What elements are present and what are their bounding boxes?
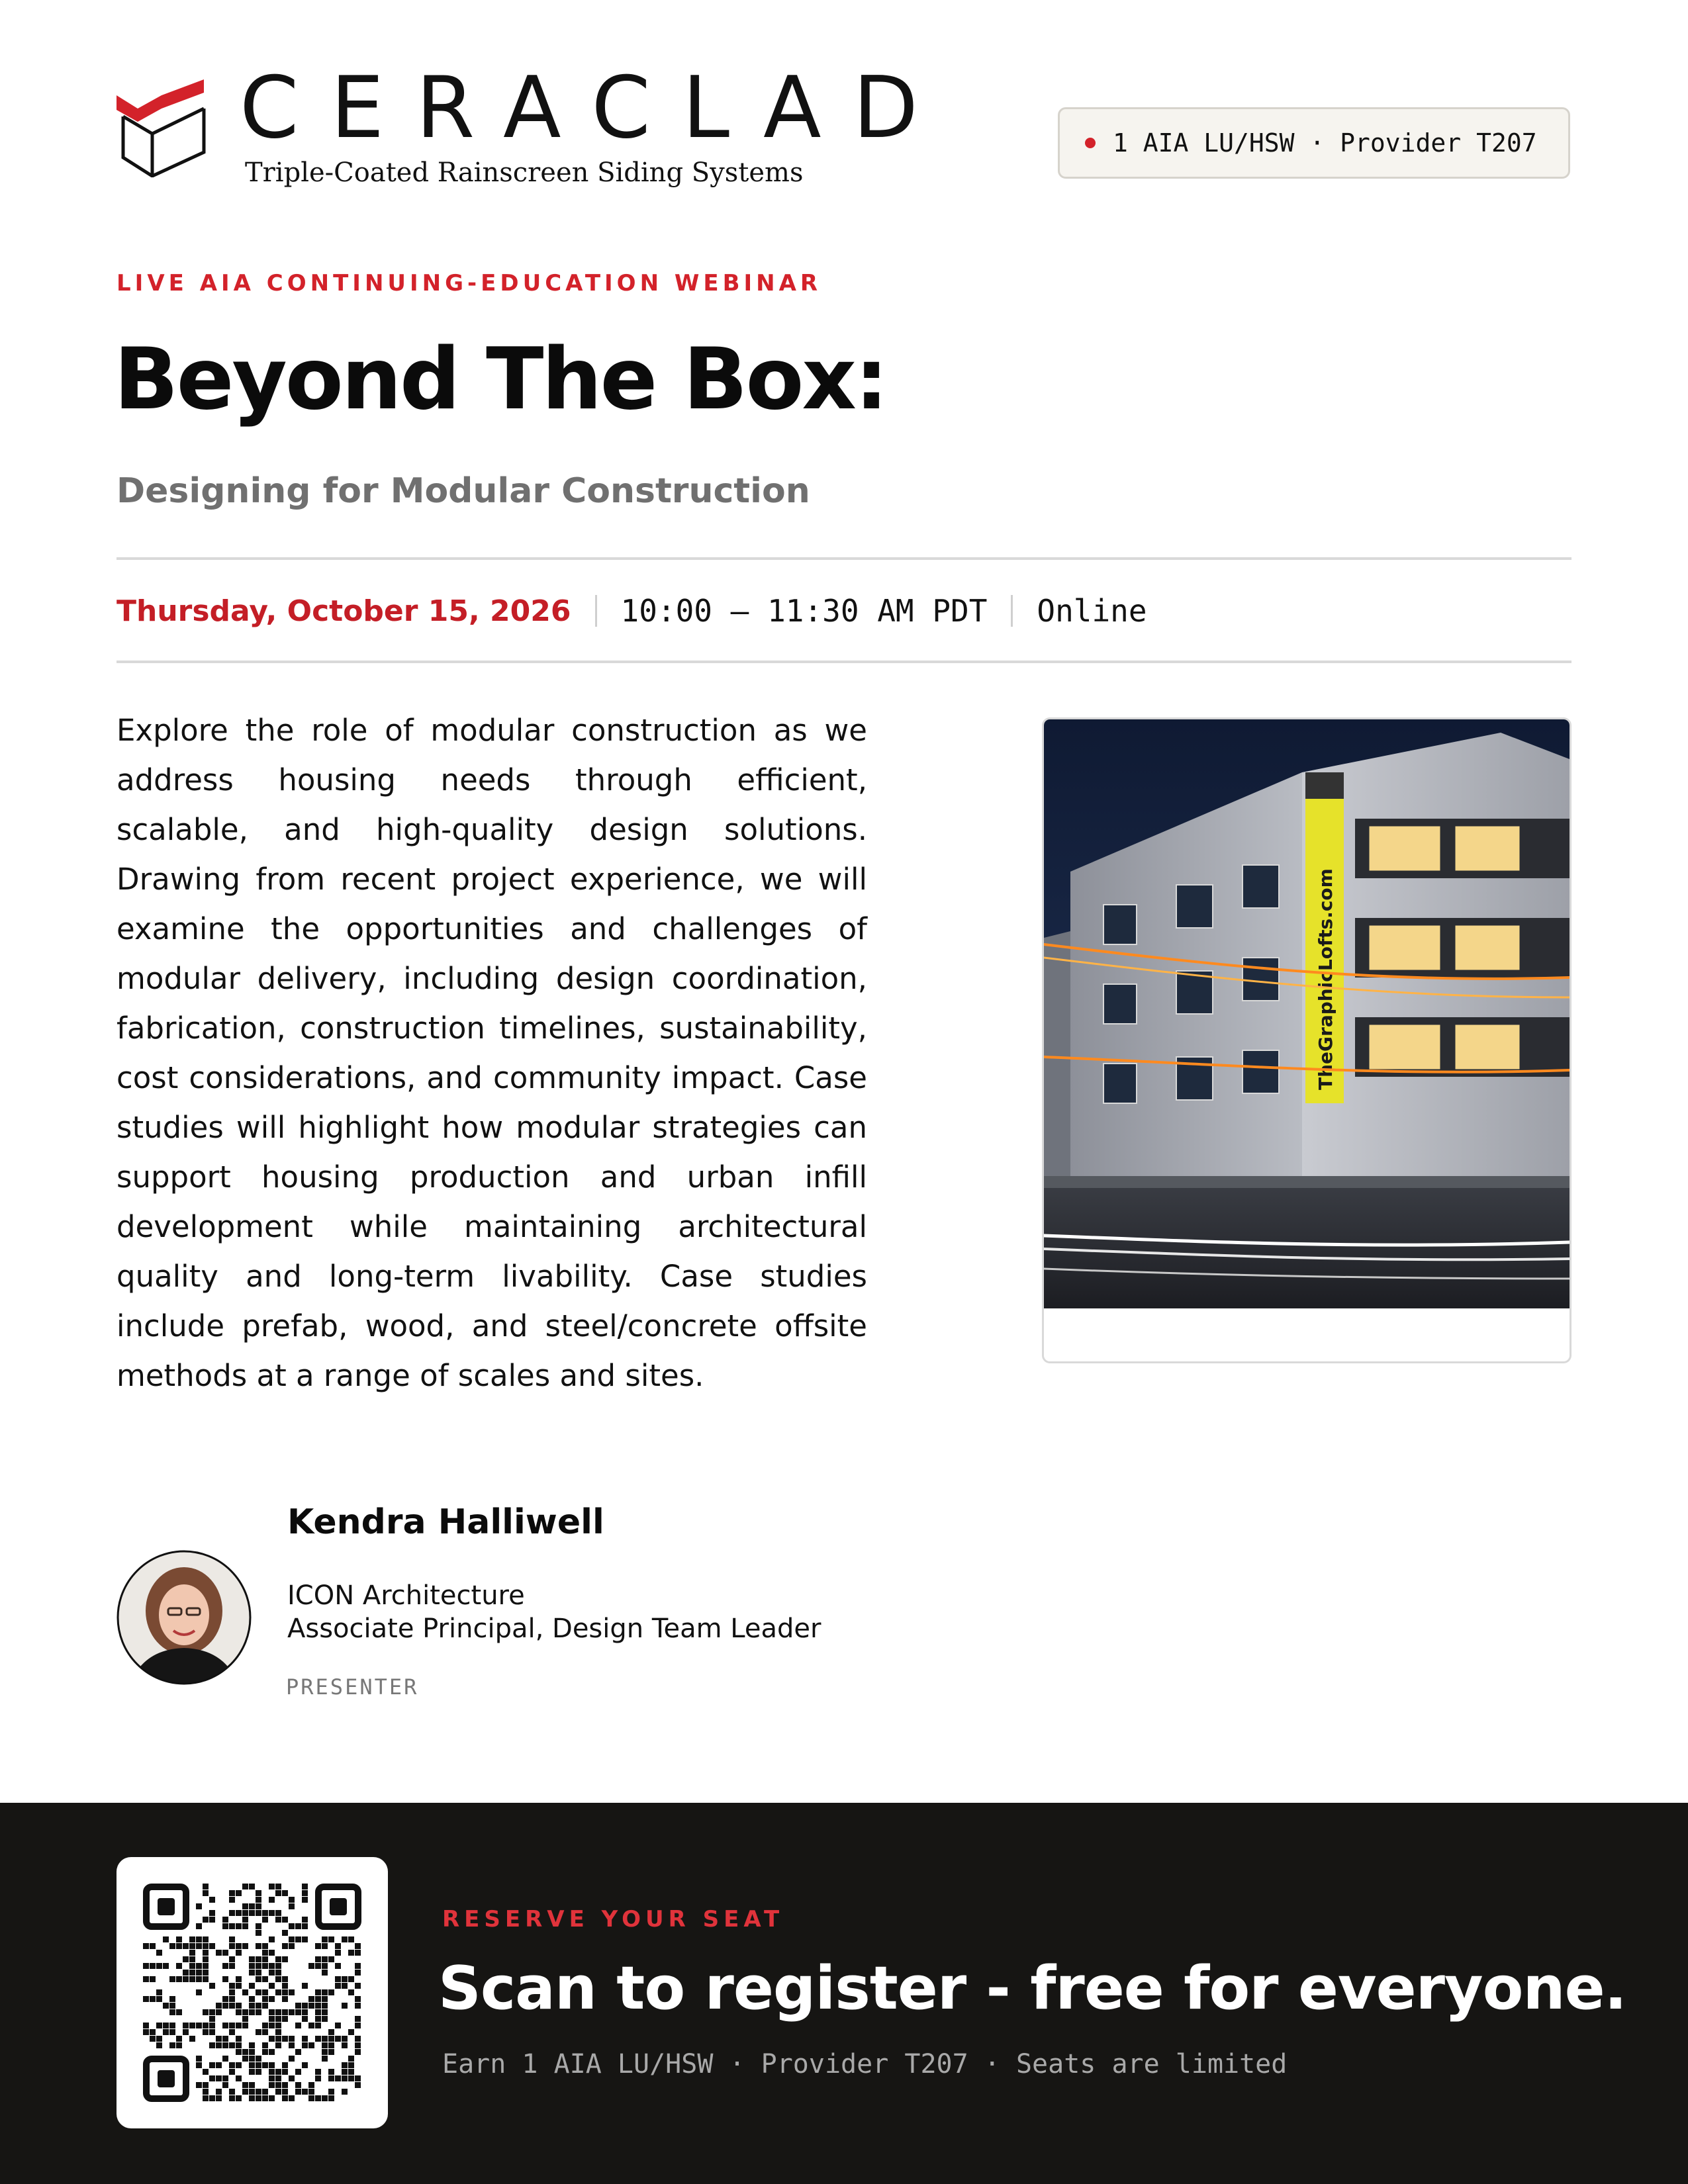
ceraclad-logo-icon bbox=[114, 78, 207, 177]
event-date: Thursday, October 15, 2026 bbox=[117, 594, 571, 628]
event-time: 10:00 – 11:30 AM PDT bbox=[620, 593, 988, 629]
meta-separator bbox=[595, 595, 597, 627]
presenter-name: Kendra Halliwell bbox=[287, 1502, 604, 1542]
status-dot-icon bbox=[1085, 138, 1096, 148]
cta-details: Earn 1 AIA LU/HSW · Provider T207 · Seats are limited bbox=[442, 2049, 1288, 2079]
brand-name: CERACLAD bbox=[240, 59, 951, 158]
event-eyebrow: LIVE AIA CONTINUING-EDUCATION WEBINAR bbox=[117, 270, 822, 296]
cta-eyebrow: RESERVE YOUR SEAT bbox=[442, 1906, 784, 1933]
credit-badge bbox=[1058, 107, 1570, 179]
meta-separator bbox=[1011, 595, 1013, 627]
registration-qr-code-icon[interactable] bbox=[143, 1884, 361, 2102]
building-photo-card bbox=[1042, 717, 1571, 1363]
event-description: Explore the role of modular construction as we address housing needs through efficient, scalable, and high-quality design solutions. Drawing from recent project experience, we will examine the opportunities and challenges of modular delivery, including design coordination, fabrication, construction timelines, sustainability, cost considerations, and community impact. Case studies will highlight how modular strategies can support housing production and urban infill development while maintaining architectural quality and long-term livability. Case studies include prefab, wood, and steel/concrete offsite methods at a range of scales and sites. bbox=[117, 713, 867, 1393]
event-subtitle: Designing for Modular Construction bbox=[117, 471, 810, 511]
divider-bottom bbox=[117, 660, 1571, 663]
credit-badge-text: 1 AIA LU/HSW · Provider T207 bbox=[1113, 128, 1537, 158]
event-title: Beyond The Box: bbox=[114, 330, 887, 429]
event-location: Online bbox=[1037, 593, 1147, 629]
qr-code-card[interactable] bbox=[117, 1857, 388, 2128]
event-meta-row bbox=[117, 581, 1147, 641]
divider-top bbox=[117, 557, 1571, 560]
cta-headline: Scan to register - free for everyone. bbox=[438, 1954, 1626, 2023]
presenter-organization: ICON Architecture bbox=[287, 1580, 525, 1611]
banner-text: TheGraphicLofts.com bbox=[1315, 868, 1336, 1090]
building-photo bbox=[1044, 719, 1570, 1308]
presenter-role: Associate Principal, Design Team Leader bbox=[287, 1614, 821, 1644]
presenter-label: PRESENTER bbox=[286, 1674, 419, 1700]
brand-tagline: Triple-Coated Rainscreen Siding Systems bbox=[245, 158, 804, 188]
presenter-avatar bbox=[117, 1550, 252, 1685]
